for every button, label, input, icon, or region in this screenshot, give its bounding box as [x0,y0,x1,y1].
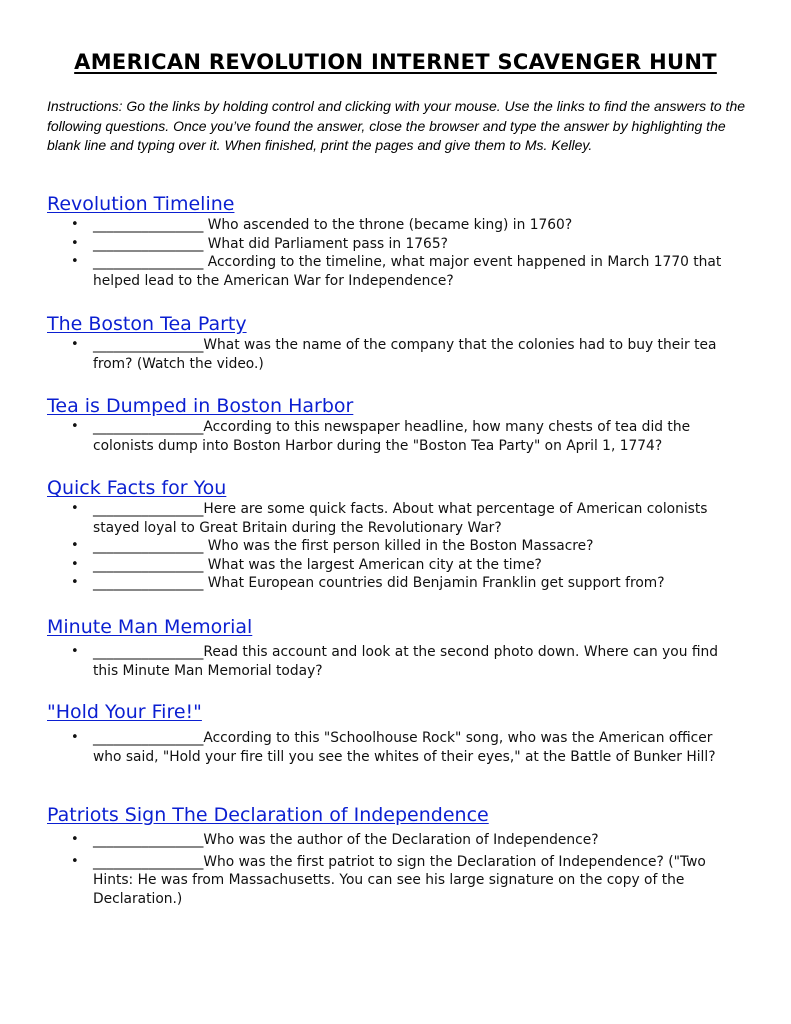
question-text: Who was the author of the Declaration of Independence? [203,832,599,848]
list-item [47,537,729,556]
section-link-minute-man[interactable]: Minute Man Memorial [47,616,253,638]
question-text: Read this account and look at the second photo down. Where can you find this Minute Man Memorial today? [93,644,719,679]
answer-blank[interactable]: ________________ [93,235,208,252]
section-link-declaration[interactable]: Patriots Sign The Declaration of Independence [47,804,489,826]
answer-blank[interactable]: ________________ [93,556,208,573]
bullet-icon: • [71,501,79,516]
list-item [47,253,729,290]
answer-blank[interactable]: ________________ [93,538,208,554]
bullet-icon: • [71,254,79,269]
section-revolution-timeline [47,192,747,290]
page-title: AMERICAN REVOLUTION INTERNET SCAVENGER HUNT [74,50,717,74]
question-text: What was the largest American city at the time? [207,556,542,573]
section-minute-man [47,615,747,680]
bullet-icon: • [71,644,79,659]
question-text: According to this "Schoolhouse Rock" song, who was the American officer who said, "Hold your fire till you see the whites of their eyes," at the Battle of Bunker Hill? [93,730,716,765]
question-text: Here are some quick facts. About what percentage of American colonists stayed loyal to Great Britain during the Revolutionary War? [93,501,708,536]
section-declaration [47,803,747,908]
section-link-tea-dumped[interactable]: Tea is Dumped in Boston Harbor [47,395,354,417]
section-link-hold-your-fire[interactable]: "Hold Your Fire!" [47,701,202,723]
section-link-boston-tea-party[interactable]: The Boston Tea Party [47,313,247,335]
question-text: Who was the first person killed in the Boston Massacre? [207,538,594,554]
answer-blank[interactable]: ________________ [93,853,204,870]
answer-blank[interactable]: ________________ [93,832,204,848]
bullet-icon: • [71,832,79,847]
list-item [47,235,729,254]
bullet-icon: • [71,556,79,572]
section-link-quick-facts[interactable]: Quick Facts for You [47,477,227,499]
answer-blank[interactable]: ________________ [93,575,208,591]
list-item [47,336,729,373]
list-item [47,831,729,850]
bullet-icon: • [71,575,79,590]
question-text: What was the name of the company that the colonies had to buy their tea from? (Watch the video.) [93,337,717,372]
bullet-icon: • [71,853,79,869]
answer-blank[interactable]: ________________ [93,730,204,746]
answer-blank[interactable]: ________________ [93,501,204,517]
bullet-icon: • [71,730,79,745]
bullet-icon: • [71,337,79,352]
list-item [47,853,729,909]
section-boston-tea-party [47,312,747,373]
question-text: What did Parliament pass in 1765? [207,235,448,252]
bullet-icon: • [71,235,79,251]
question-text: According to the timeline, what major event happened in March 1770 that helped lead to the American War for Independence? [93,254,722,289]
answer-blank[interactable]: ________________ [93,217,208,233]
bullet-icon: • [71,217,79,232]
list-item [47,556,729,575]
list-item [47,574,729,593]
question-text: What European countries did Benjamin Franklin get support from? [207,575,665,591]
section-link-revolution-timeline[interactable]: Revolution Timeline [47,193,235,215]
list-item [47,729,729,766]
list-item [47,500,729,537]
answer-blank[interactable]: ________________ [93,644,204,660]
list-item [47,418,729,455]
bullet-icon: • [71,538,79,553]
answer-blank[interactable]: ________________ [93,254,208,270]
question-text: Who was the first patriot to sign the Declaration of Independence? ("Two Hints: He was from Massachusetts. You can see his large signature on the copy of the Declaration.) [93,853,706,907]
question-text: Who ascended to the throne (became king) in 1760? [207,217,573,233]
section-hold-your-fire [47,700,747,766]
list-item [47,643,729,680]
answer-blank[interactable]: ________________ [93,337,204,353]
answer-blank[interactable]: ________________ [93,419,204,435]
instructions-text: Instructions: Go the links by holding control and clicking with your mouse. Use the links to find the answers to the following questions. Once you’ve found the answer, close the browser and type the answer by highlighting the blank line and typing over it. When finished, print the pages and give them to Ms. Kelley. [47,98,746,153]
question-text: According to this newspaper headline, how many chests of tea did the colonists dump into Boston Harbor during the "Boston Tea Party" on April 1, 1774? [93,419,691,454]
section-tea-dumped [47,394,747,455]
list-item [47,216,729,235]
section-quick-facts [47,476,747,593]
bullet-icon: • [71,419,79,434]
